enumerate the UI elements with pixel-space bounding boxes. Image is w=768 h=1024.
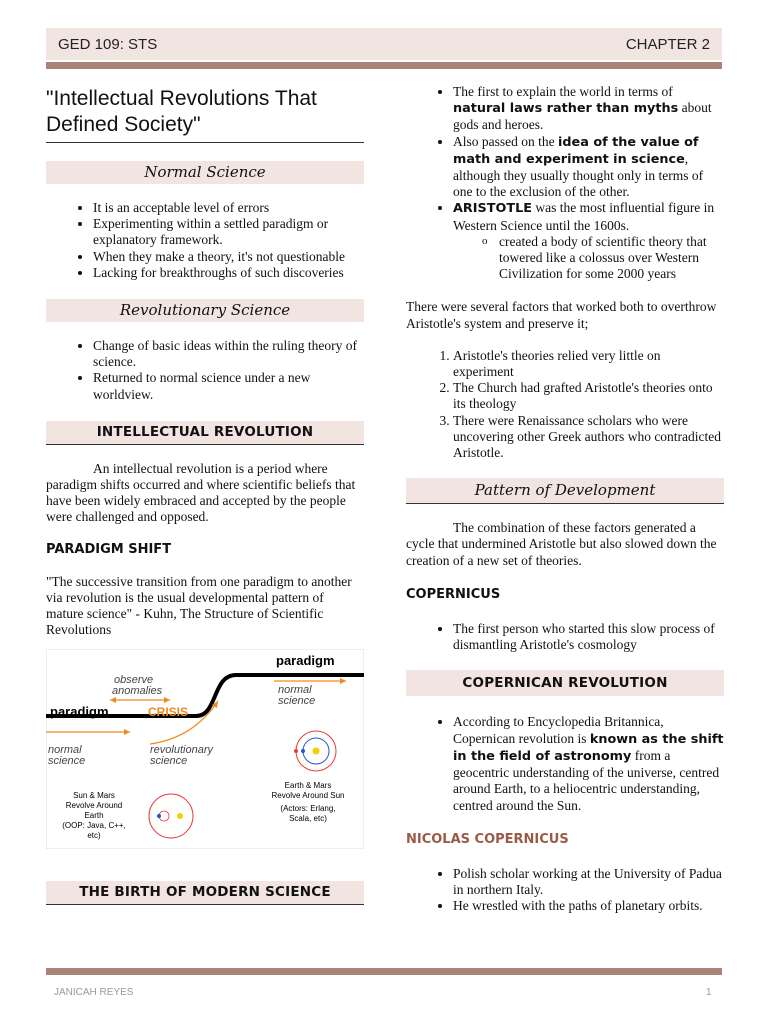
list-item: • It is an acceptable level of errors	[93, 200, 364, 216]
nicolas-copernicus-label: NICOLAS COPERNICUS	[406, 831, 569, 847]
footer-author: JANICAH REYES	[54, 987, 134, 998]
list-item: 1. Aristotle's theories relied very little on experiment	[453, 348, 724, 380]
left-column	[46, 84, 364, 905]
footer-rule	[46, 968, 722, 975]
paradigm-shift-diagram	[46, 649, 364, 849]
earth-mars-label-1: Earth & Mars	[284, 780, 332, 790]
list-item: • According to Encyclopedia Britannica, Copernican revolution is known as the shift in the field of astronomy from a geocentric understanding of the universe, centred around Earth, to a heliocentric understanding, centred around the Sun.	[453, 714, 724, 813]
factors-intro: There were several factors that worked both to overthrow Aristotle's system and preserve it;	[406, 299, 717, 331]
revolutionary-science-label-2: science	[150, 754, 188, 767]
earth-mars-label-3: (Actors: Erlang,	[280, 803, 336, 813]
list-item: • ARISTOTLE was the most influential figure in Western Science until the 1600s. o created a body of scientific theory that towered like a colossus over Western Civilization for some 2000 years	[453, 200, 724, 282]
list-item: • The first to explain the world in terms of natural laws rather than myths about gods and heroes.	[453, 84, 724, 134]
sun-mars-label-3: Earth	[84, 810, 104, 820]
list-item: • Experimenting within a settled paradigm or explanatory framework.	[93, 216, 364, 248]
header-rule	[46, 62, 722, 69]
revolutionary-science-label-1: revolutionary	[150, 743, 213, 756]
bold-phrase: idea of the value of math and experiment in science	[453, 134, 699, 167]
list-item: 2. The Church had grafted Aristotle's theories onto its theology	[453, 380, 724, 412]
bold-phrase: known as the shift in the field of astronomy	[453, 731, 724, 764]
normal-science-bottom-label-2: science	[48, 754, 86, 767]
page-header	[46, 28, 722, 60]
bold-phrase: ARISTOTLE	[453, 201, 532, 217]
earth-mars-label-4: Scala, etc)	[289, 813, 327, 823]
crisis-label: CRISIS	[148, 704, 189, 719]
normal-science-top-label-2: science	[278, 694, 316, 707]
list-item: 3. There were Renaissance scholars who were uncovering other Greek authors who contradicted Aristotle.	[453, 413, 724, 462]
list-item: • Also passed on the idea of the value of math and experiment in science, although they usually thought only in terms of one to the exclusion of the other.	[453, 134, 724, 201]
anomalies-label: anomalies	[112, 684, 163, 697]
list-item: • Returned to normal science under a new worldview.	[93, 370, 364, 402]
section-heading-pattern-of-development: Pattern of Development	[406, 478, 724, 504]
sun-mars-label-5: etc)	[87, 830, 101, 840]
normal-science-list	[46, 200, 364, 281]
section-heading-birth-modern-science: THE BIRTH OF MODERN SCIENCE	[46, 881, 364, 905]
section-heading-normal-science: Normal Science	[46, 161, 364, 184]
sun-icon	[313, 747, 320, 754]
section-heading-intellectual-revolution: INTELLECTUAL REVOLUTION	[46, 421, 364, 445]
earth-icon	[157, 814, 161, 818]
paradigm-left-label: paradigm	[50, 703, 109, 719]
sun-mars-label-2: Revolve Around	[65, 800, 123, 810]
normal-science-bottom-label-1: normal	[48, 743, 82, 756]
list-item: • Change of basic ideas within the ruling theory of science.	[93, 338, 364, 370]
normal-science-top-label-1: normal	[278, 683, 312, 696]
list-item: • Lacking for breakthroughs of such discoveries	[93, 265, 364, 281]
intellectual-revolution-paragraph: An intellectual revolution is a period where paradigm shifts occurred and where scientific beliefs that have been widely embraced and accepted by the people were challenged and opposed.	[46, 460, 356, 525]
sun-icon	[177, 813, 183, 819]
chapter-label: CHAPTER 2	[625, 35, 710, 53]
right-column	[406, 84, 724, 915]
list-item: • He wrestled with the paths of planetary orbits.	[453, 898, 724, 914]
greek-science-list	[406, 84, 724, 282]
kuhn-quote: "The successive transition from one paradigm to another via revolution is the usual developmental pattern of mature science" - Kuhn, The Structure of Scientific Revolutions	[46, 573, 352, 638]
earth-icon	[301, 749, 305, 753]
earth-mars-label-2: Revolve Around Sun	[271, 790, 345, 800]
section-heading-revolutionary-science: Revolutionary Science	[46, 299, 364, 322]
mars-icon	[294, 749, 298, 753]
factors-list	[406, 348, 724, 461]
copernicus-list	[406, 621, 724, 653]
copernicus-label: COPERNICUS	[406, 586, 501, 602]
sun-mars-label-4: (OOP: Java, C++,	[62, 820, 126, 830]
bold-phrase: natural laws rather than myths	[453, 101, 679, 117]
observe-label: observe	[114, 673, 154, 686]
document-title: "Intellectual Revolutions That Defined Society"	[46, 84, 364, 143]
list-item: • The first person who started this slow process of dismantling Aristotle's cosmology	[453, 621, 724, 653]
course-code: GED 109: STS	[58, 35, 158, 53]
nicolas-copernicus-list	[406, 866, 724, 915]
sun-mars-label-1: Sun & Mars	[73, 790, 115, 800]
paradigm-shift-label: PARADIGM SHIFT	[46, 541, 172, 557]
revolutionary-science-list	[46, 338, 364, 403]
pattern-paragraph: The combination of these factors generated a cycle that undermined Aristotle but also slowed down the creation of a new set of theories.	[406, 520, 717, 568]
page-number: 1	[706, 987, 712, 998]
copernican-revolution-list	[406, 714, 724, 813]
paradigm-top-label: paradigm	[276, 652, 335, 668]
section-heading-copernican-revolution: COPERNICAN REVOLUTION	[406, 670, 724, 696]
list-item: • When they make a theory, it's not questionable	[93, 249, 364, 265]
sub-list-item: o created a body of scientific theory that towered like a colossus over Western Civilization for some 2000 years	[499, 234, 724, 283]
list-item: • Polish scholar working at the University of Padua in northern Italy.	[453, 866, 724, 898]
aristotle-sublist	[453, 234, 724, 283]
